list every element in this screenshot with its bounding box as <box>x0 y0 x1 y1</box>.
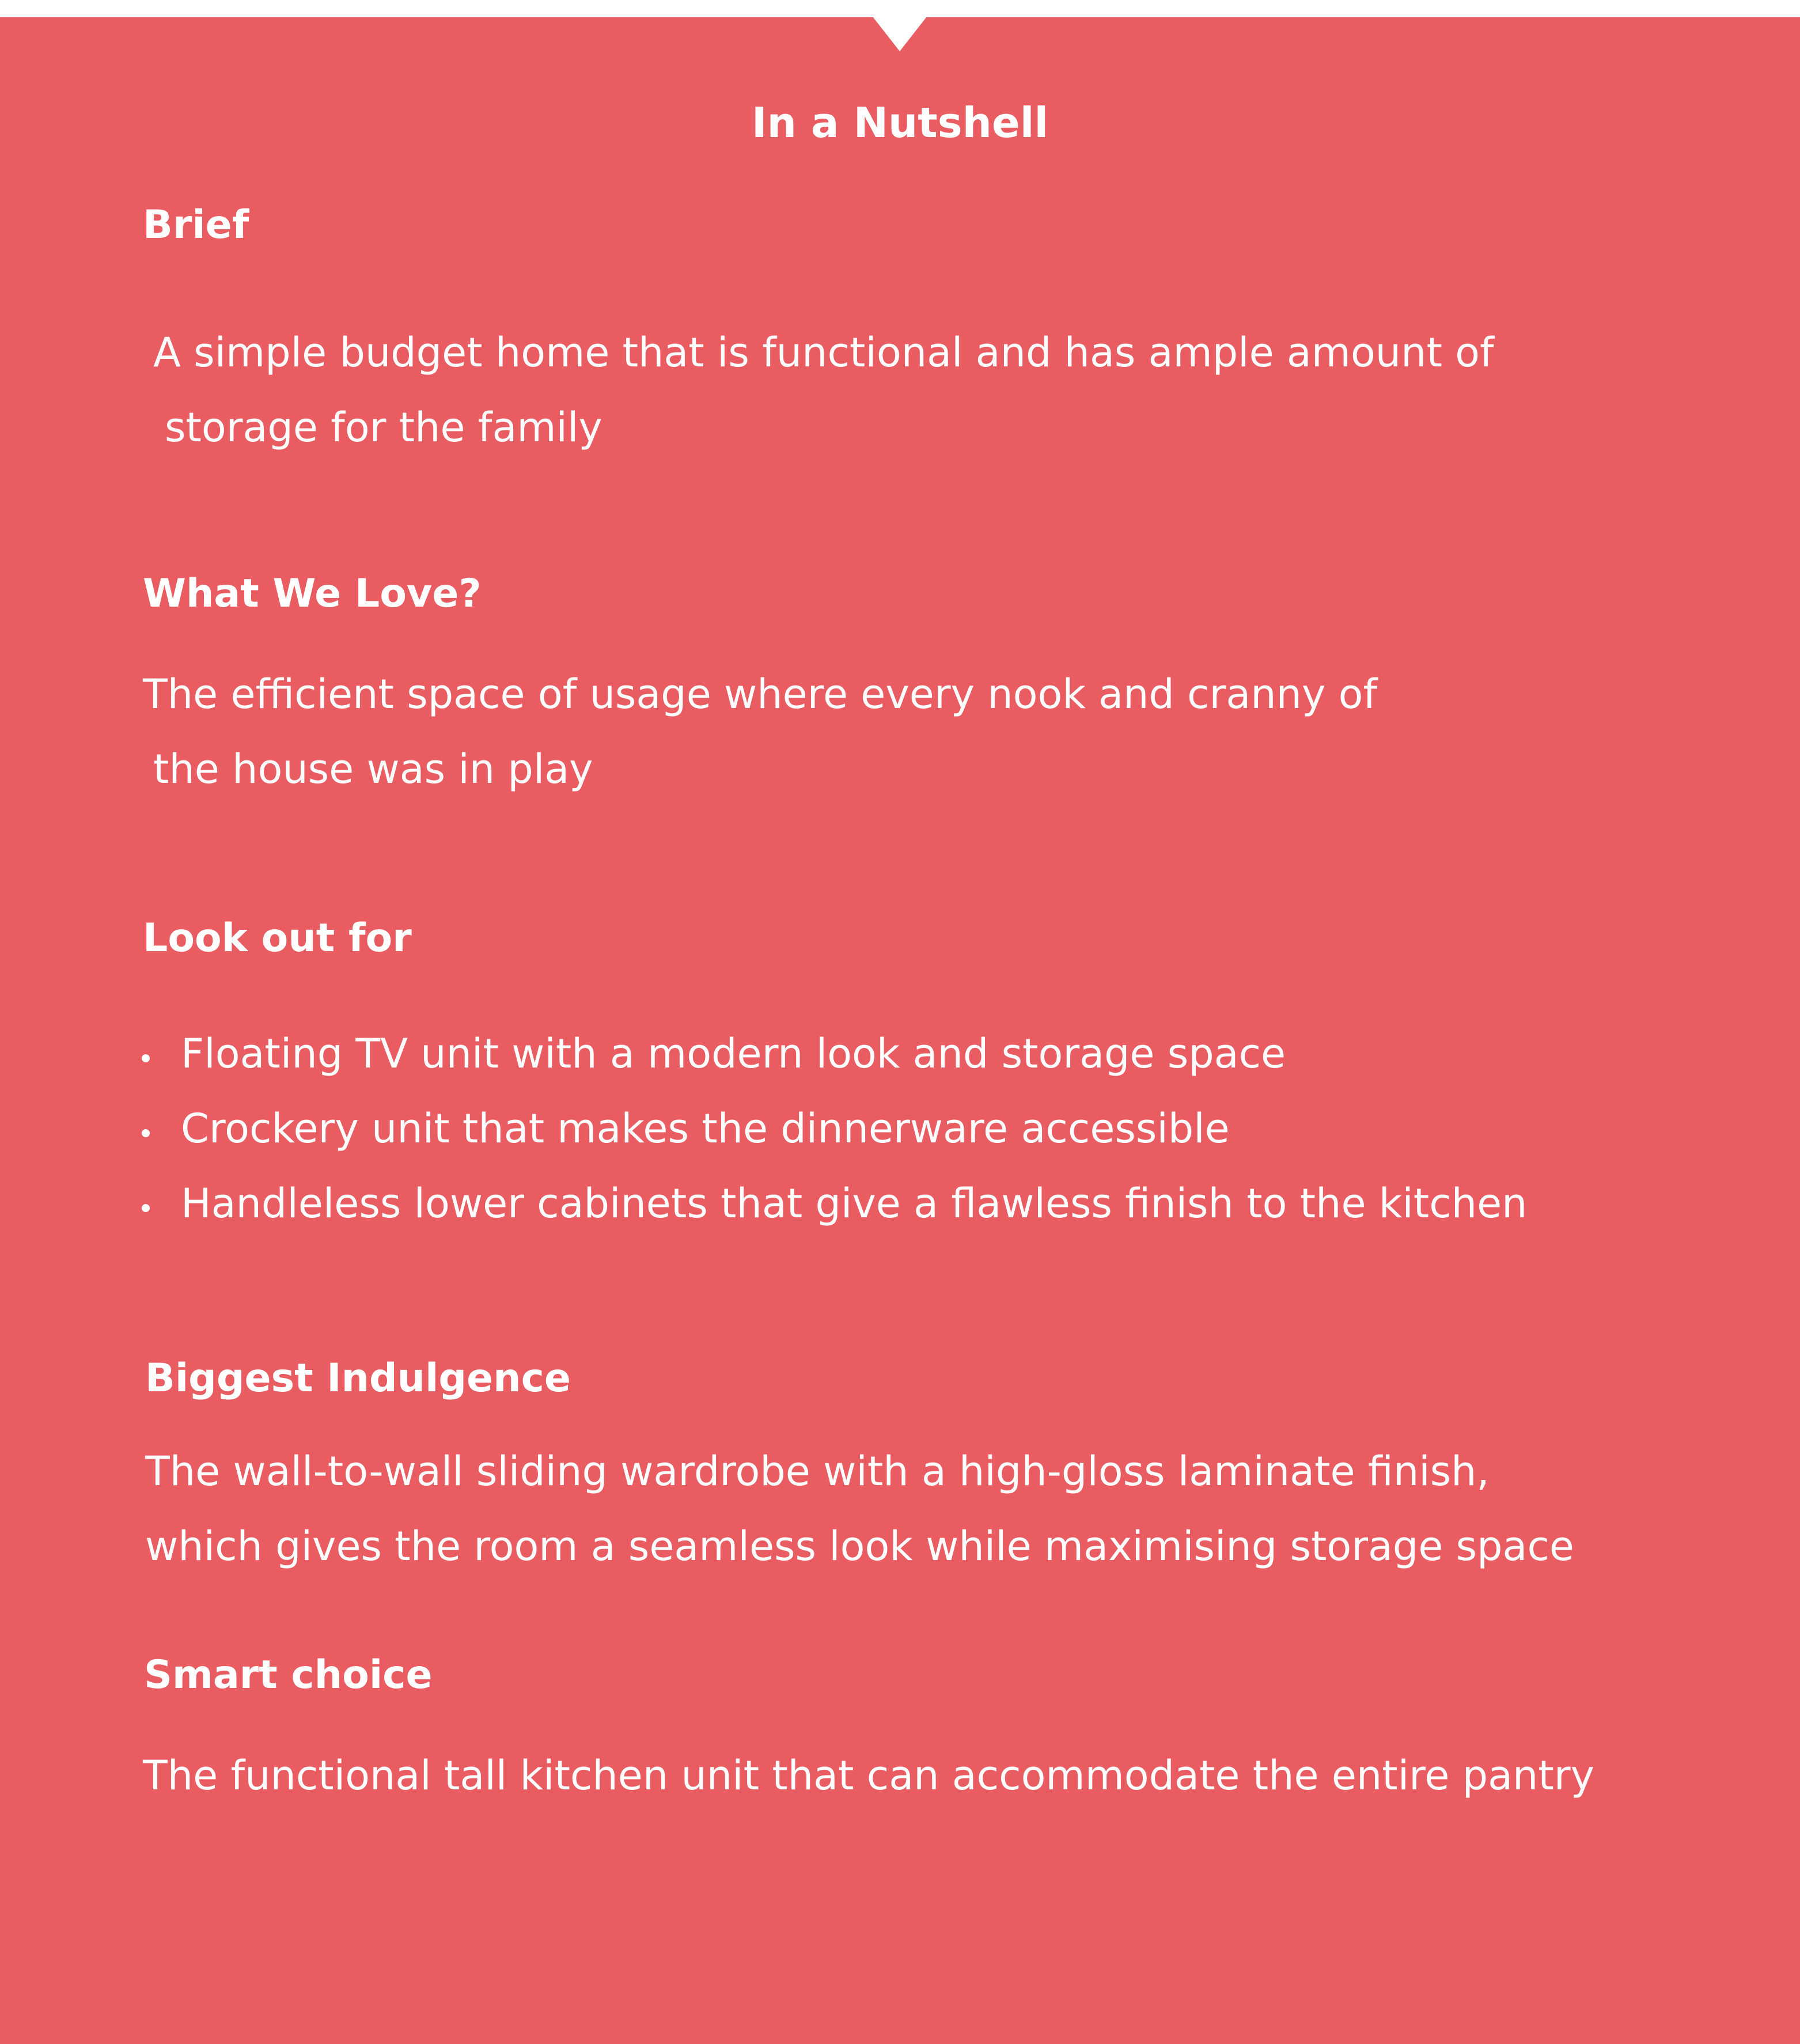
love-heading: What We Love? <box>143 571 482 616</box>
bullet-dot <box>142 1129 150 1137</box>
love-line-2: the house was in play <box>153 745 593 793</box>
lookout-item-2: Crockery unit that makes the dinnerware accessible <box>181 1105 1230 1152</box>
indulgence-heading: Biggest Indulgence <box>145 1356 571 1401</box>
brief-heading: Brief <box>143 202 249 248</box>
lookout-item-1: Floating TV unit with a modern look and storage space <box>181 1030 1286 1077</box>
smart-heading: Smart choice <box>144 1652 433 1698</box>
bullet-dot <box>142 1204 150 1212</box>
lookout-item-3: Handleless lower cabinets that give a flawless finish to the kitchen <box>181 1180 1528 1227</box>
indulgence-line-2: which gives the room a seamless look while maximising storage space <box>145 1523 1575 1570</box>
smart-line-1: The functional tall kitchen unit that can accommodate the entire pantry <box>143 1752 1595 1799</box>
nutshell-panel <box>0 17 1800 2044</box>
indulgence-line-1: The wall-to-wall sliding wardrobe with a high-gloss laminate finish, <box>145 1448 1490 1495</box>
bullet-dot <box>142 1054 150 1062</box>
brief-line-1: A simple budget home that is functional and has ample amount of <box>153 329 1494 376</box>
pointer-notch <box>873 17 927 51</box>
brief-line-2: storage for the family <box>165 404 602 451</box>
lookout-heading: Look out for <box>143 915 412 961</box>
love-line-1: The efficient space of usage where every nook and cranny of <box>143 671 1378 718</box>
page-title: In a Nutshell <box>751 99 1049 147</box>
